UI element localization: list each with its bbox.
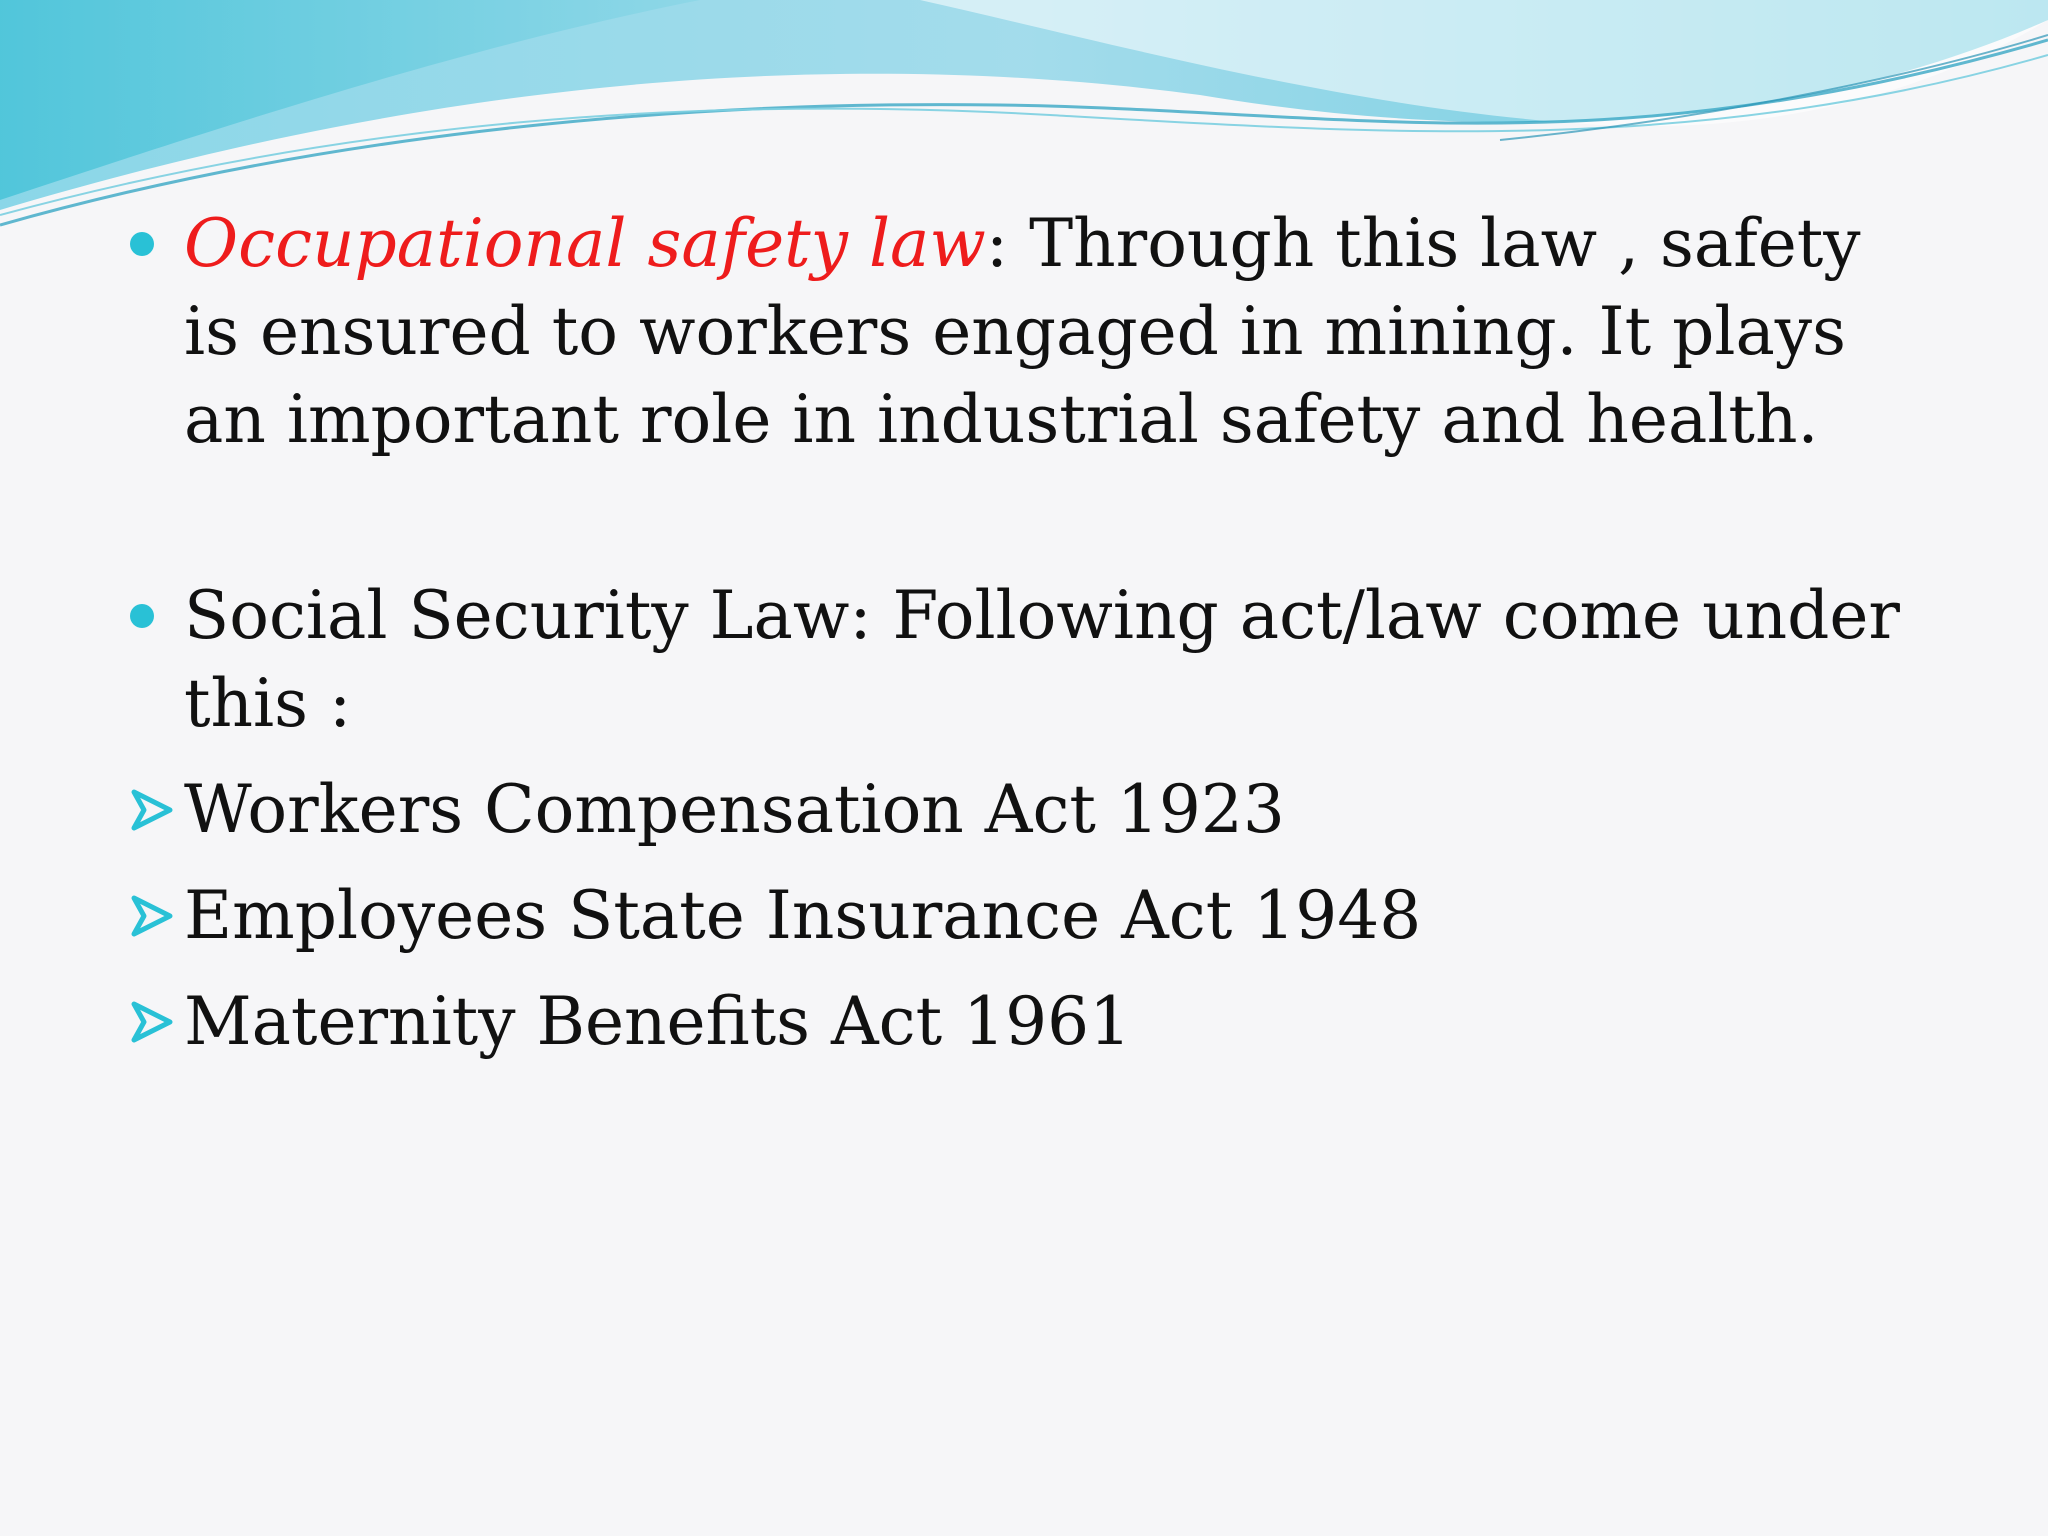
list-item — [130, 978, 1930, 1066]
list-item-text: Workers Compensation Act 1923 — [184, 771, 1285, 848]
list-item — [130, 872, 1930, 960]
filled-circle-icon — [130, 604, 154, 628]
slide-content — [130, 200, 1930, 1066]
arrow-chevron-icon — [130, 1000, 174, 1044]
act-list — [130, 766, 1930, 1066]
bullet-occupational-safety-law — [130, 200, 1930, 464]
list-item — [130, 766, 1930, 854]
filled-circle-icon — [130, 232, 154, 256]
bullet-social-security-law — [130, 572, 1930, 748]
bullet-text: Social Security Law: Following act/law come under this : — [184, 577, 1900, 742]
list-item-text: Employees State Insurance Act 1948 — [184, 877, 1422, 954]
arrow-chevron-icon — [130, 894, 174, 938]
bullet-text: : Through this law , safety is ensured to workers engaged in mining. It plays an important role in industrial safety and health. — [184, 205, 1861, 458]
arrow-chevron-icon — [130, 788, 174, 832]
list-item-text: Maternity Benefits Act 1961 — [184, 983, 1132, 1060]
bullet-term: Occupational safety law — [184, 205, 986, 282]
